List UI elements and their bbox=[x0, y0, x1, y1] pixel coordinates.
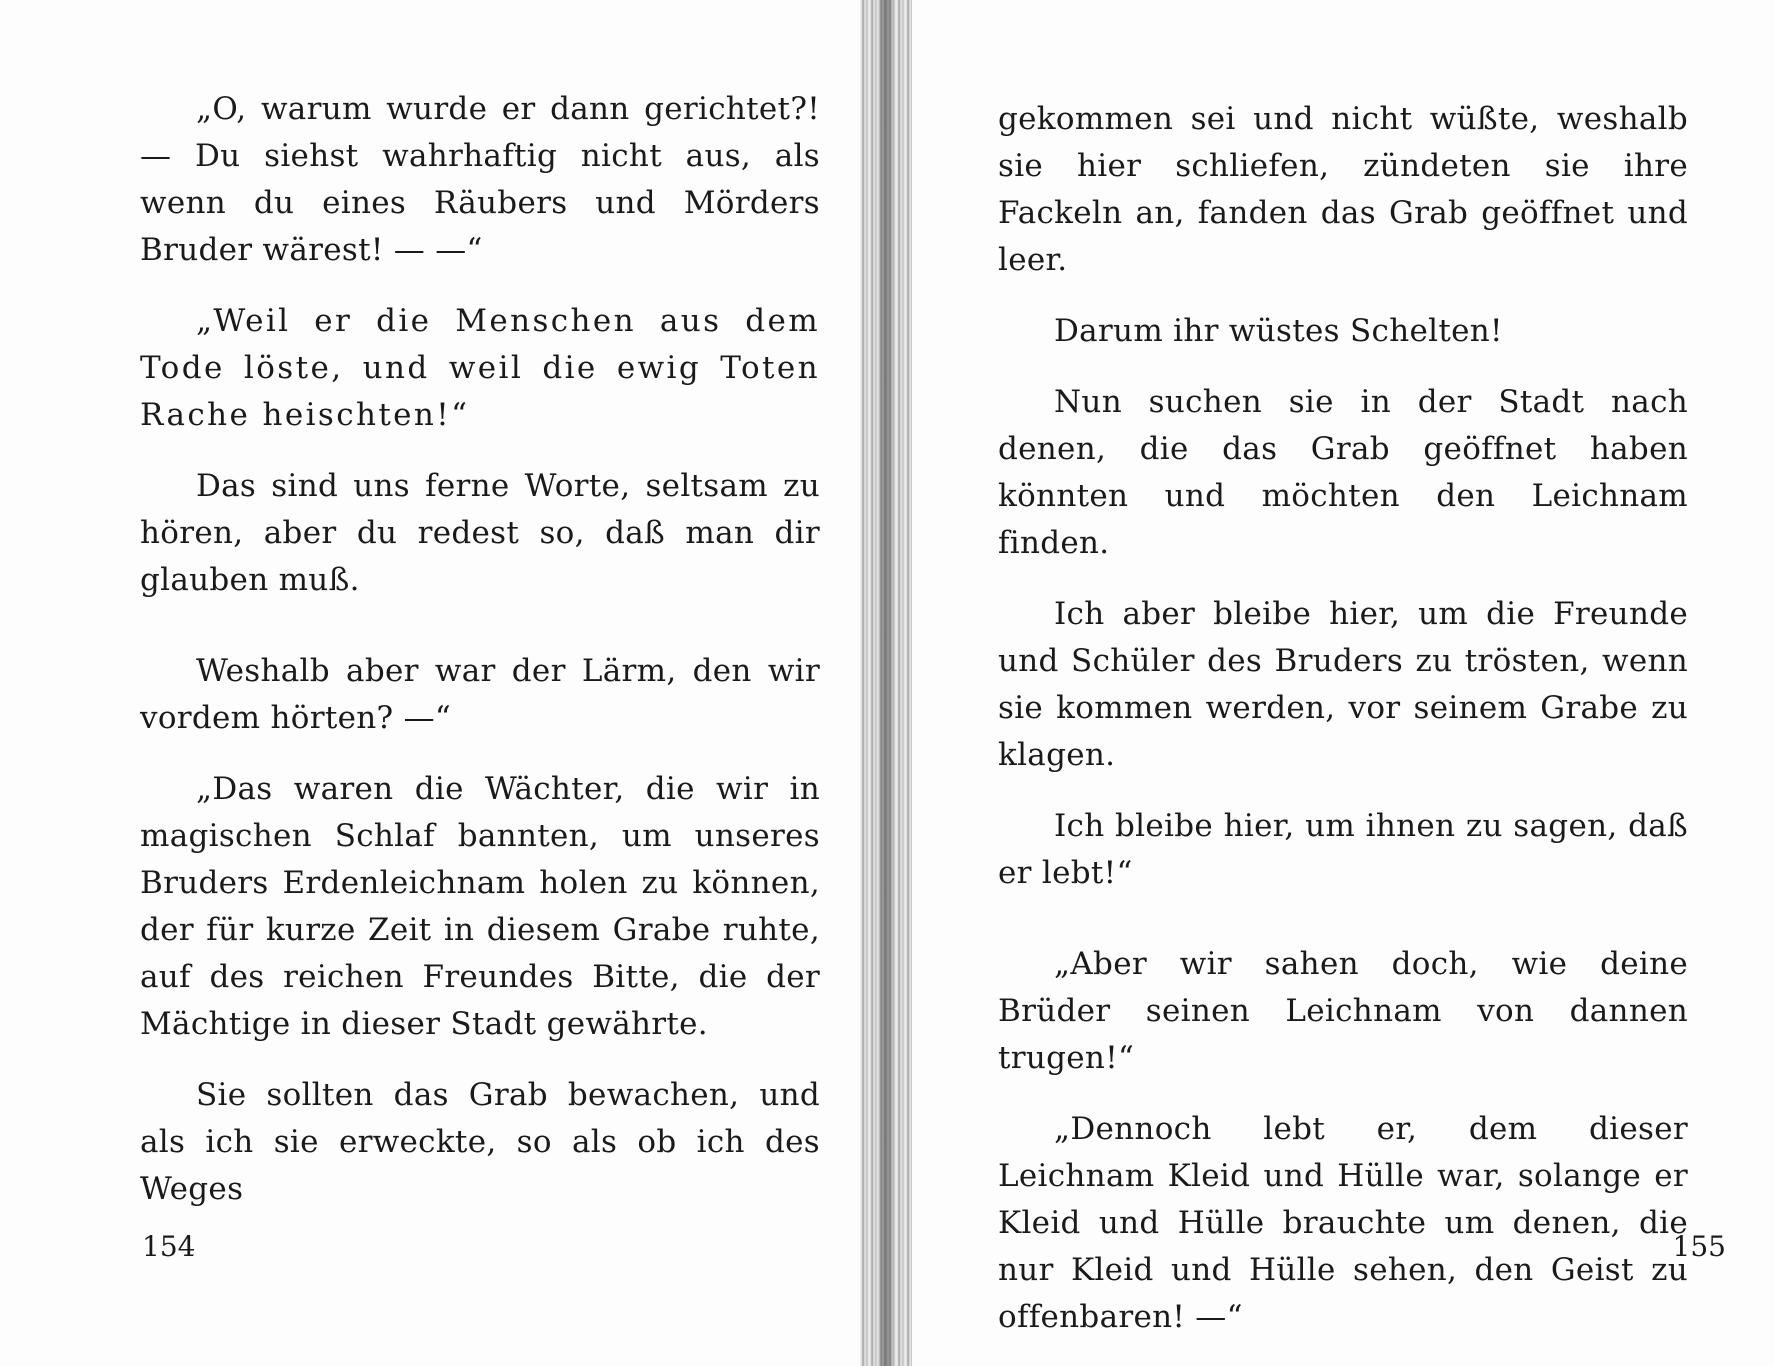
paragraph: „Aber wir sahen doch, wie deine Brüder seinen Leichnam von dannen trugen!“ bbox=[998, 946, 1688, 1076]
paragraph: Ich aber bleibe hier, um die Freunde und Schüler des Bruders zu trösten, wenn sie kommen werden, vor seinem Grabe zu klagen. bbox=[998, 596, 1688, 773]
paragraph: „O, warum wurde er dann gerichtet?! — Du siehst wahrhaftig nicht aus, als wenn du eines Räubers und Mörders Bruder wärest! — —“ bbox=[140, 91, 820, 268]
right-page-text bbox=[998, 96, 1688, 1365]
paragraph: Nun suchen sie in der Stadt nach denen, die das Grab geöffnet haben könnten und möchten den Leichnam finden. bbox=[998, 384, 1688, 561]
paragraph: „Weil er die Menschen aus dem Tode löste, und weil die ewig Toten Rache heischten!“ bbox=[140, 303, 820, 433]
page-number: 155 bbox=[1672, 1230, 1726, 1263]
paragraph: „Dennoch lebt er, dem dieser Leichnam Kleid und Hülle war, solange er Kleid und Hülle brauchte um denen, die nur Kleid und Hülle sehen, den Geist zu offenbaren! —“ bbox=[998, 1111, 1688, 1335]
page-number: 154 bbox=[142, 1230, 196, 1263]
paragraph: „Das waren die Wächter, die wir in magischen Schlaf bannten, um unseres Bruders Erdenleichnam holen zu können, der für kurze Zeit in diesem Grabe ruhte, auf des reichen Freundes Bitte, die der Mächtige in dieser Stadt gewährte. bbox=[140, 771, 820, 1042]
left-page bbox=[0, 0, 860, 1366]
paragraph: Ich bleibe hier, um ihnen zu sagen, daß er lebt!“ bbox=[998, 808, 1688, 891]
paragraph: Das sind uns ferne Worte, seltsam zu hören, aber du redest so, daß man dir glauben muß. bbox=[140, 468, 820, 598]
paragraph: Darum ihr wüstes Schelten! bbox=[1054, 313, 1503, 349]
paragraph: gekommen sei und nicht wüßte, weshalb sie hier schliefen, zündeten sie ihre Fackeln an, fanden das Grab geöffnet und leer. bbox=[998, 101, 1688, 278]
left-page-text bbox=[140, 86, 820, 1237]
paragraph: Weshalb aber war der Lärm, den wir vordem hörten? —“ bbox=[140, 653, 820, 736]
paragraph: Sie sollten das Grab bewachen, und als ich sie erweckte, so als ob ich des Weges bbox=[140, 1077, 820, 1207]
right-page bbox=[912, 0, 1774, 1366]
gutter-shadow bbox=[878, 0, 894, 1366]
